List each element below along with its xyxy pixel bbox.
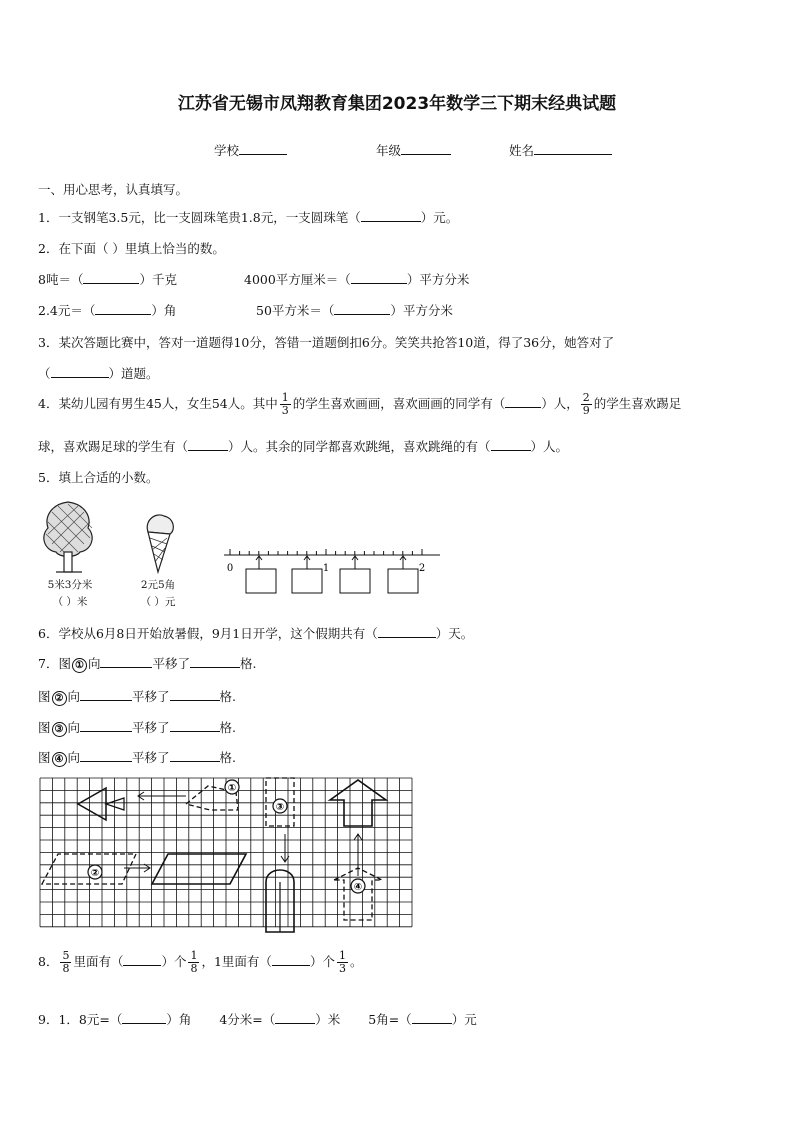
ice-cream-caption: 2元5角 [140,579,176,591]
page-title: 江苏省无锡市凤翔教育集团2023年数学三下期末经典试题 [177,94,617,114]
question-1: 1．一支钢笔3.5元，比一支圆珠笔贵1.8元，一支圆珠笔（ ）元。 [38,210,459,225]
label-2: ② [90,868,100,879]
question-8: 8． $\frac{5}{8}$ 里面有（ ）个 $\frac{1}{8}$ ，1里面有（ ）个 $\frac{1}{3}$ 。 [38,949,363,975]
question-3-line2: （ ）道题。 [38,366,159,381]
tick-label-1: 1 [322,563,330,574]
name-field: 姓名 [509,141,612,159]
question-3-line1: 3．某次答题比赛中，答对一道题得10分，答错一道题倒扣6分。笑笑共抢答10道，得了36分，她答对了 [38,335,615,350]
tick-label-0: 0 [226,563,234,574]
question-7-line3: 图 ③ 向 平移了 格. [38,720,237,735]
fraction-one-third: $\frac{1}{3}$ [281,391,289,417]
question-9: 9．1．8元=（ ）角 4分米=（ ）米 5角=（ ）元 [38,1012,477,1027]
answer-box [292,569,322,593]
fraction-one-eighth: $\frac{1}{8}$ [190,949,198,975]
question-7-line2: 图 ② 向 平移了 格. [38,689,237,704]
answer-box [246,569,276,593]
label-1: ① [227,783,237,794]
q2-item-a1: 8吨＝（ ）千克 [38,272,177,287]
ice-cream-answer: （ ）元 [140,596,176,608]
tree-illustration [38,498,98,578]
q2-item-b2: 50平方米＝（ ）平方分米 [256,303,453,318]
school-field: 学校 [214,141,287,159]
fraction-one-third-q8: $\frac{1}{3}$ [338,949,346,975]
q2-item-b1: 2.4元＝（ ）角 [38,303,177,318]
grade-field: 年级 [376,141,451,159]
answer-box [340,569,370,593]
label-4: ④ [353,882,363,893]
tree-caption: 5米3分米 [47,579,93,591]
translation-grid [38,776,414,934]
question-5-head: 5．填上合适的小数。 [38,470,159,485]
question-6: 6．学校从6月8日开始放暑假，9月1日开学，这个假期共有（ ）天。 [38,626,474,641]
fraction-five-eighths: $\frac{5}{8}$ [62,949,70,975]
question-7-line4: 图 ④ 向 平移了 格. [38,750,237,765]
question-4-line1: 4．某幼儿园有男生45人，女生54人。其中 $\frac{1}{3}$ 的学生喜欢画画，喜欢画画的同学有（ ）人， $\frac{2}{9}$ 的学生喜欢踢足 [38,391,682,417]
q2-item-a2: 4000平方厘米＝（ ）平方分米 [244,272,470,287]
ice-cream-illustration [140,510,180,578]
question-4-line2: 球，喜欢踢足球的学生有（ ）人。其余的同学都喜欢跳绳，喜欢跳绳的有（ ）人。 [38,439,569,454]
question-2-head: 2．在下面（ ）里填上恰当的数。 [38,241,225,256]
label-3: ③ [275,802,285,813]
tick-label-2: 2 [418,563,426,574]
fraction-two-ninths: $\frac{2}{9}$ [582,391,590,417]
tree-answer: （ ）米 [52,596,88,608]
question-7-line1: 7．图 ① 向 平移了 格. [38,656,257,671]
section-heading: 一、用心思考，认真填写。 [38,182,189,197]
answer-box [388,569,418,593]
number-line [222,545,444,600]
shape-2-solid [152,854,246,884]
